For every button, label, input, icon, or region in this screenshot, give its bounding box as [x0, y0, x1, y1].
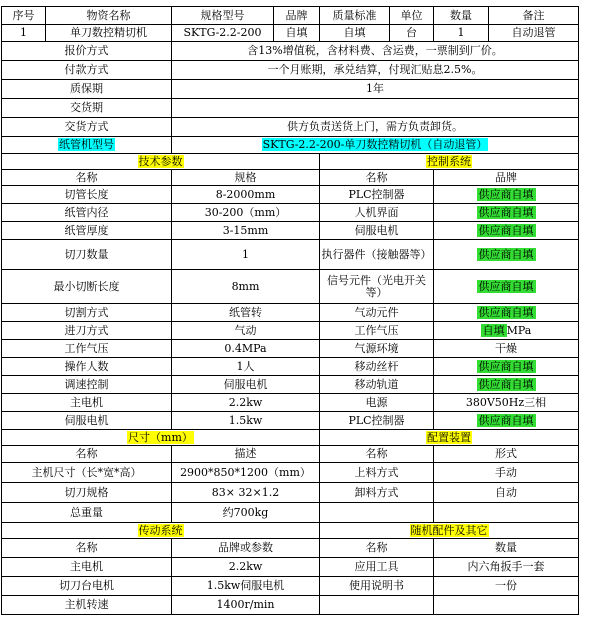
drive-row	[2, 596, 579, 615]
term-row	[2, 80, 579, 99]
spec-row	[2, 358, 579, 376]
tech-col-name: 名称	[2, 170, 172, 186]
control-brand: 380V50Hz三相	[434, 394, 579, 412]
accessory-qty	[434, 596, 579, 615]
drive-row	[2, 558, 579, 577]
drive-param: 2.2kw	[172, 558, 320, 577]
size-desc: 约700kg	[172, 503, 320, 523]
spec-row	[2, 304, 579, 322]
size-row	[2, 483, 579, 503]
subheader-row	[2, 539, 579, 558]
drive-name: 切刀台电机	[2, 577, 172, 596]
term-value	[172, 99, 579, 118]
control-name: 移动轨道	[320, 376, 434, 394]
config-col-form: 形式	[434, 446, 579, 463]
item-note: 自动退管	[489, 25, 579, 42]
spec-row	[2, 322, 579, 340]
accessory-qty: 一份	[434, 577, 579, 596]
term-row	[2, 118, 579, 137]
size-desc: 2900*850*1200（mm）	[172, 463, 320, 483]
tech-name: 主电机	[2, 394, 172, 412]
control-brand: 供应商自填	[434, 376, 579, 394]
term-value: 供方负责送货上门，需方负责卸货。	[172, 118, 579, 137]
term-value: 含13%增值税，含材料费、含运费，一票制到厂价。	[172, 42, 579, 61]
control-name: 执行器件（接触器等）	[320, 240, 434, 270]
term-label: 交货期	[2, 99, 172, 118]
control-brand: 供应商自填	[434, 304, 579, 322]
control-brand: 供应商自填	[434, 270, 579, 304]
item-row	[2, 25, 579, 42]
tech-spec: 伺服电机	[172, 376, 320, 394]
control-brand: 供应商自填	[434, 222, 579, 240]
tech-title: 技术参数	[2, 154, 320, 170]
subheader-row	[2, 446, 579, 463]
item-qty: 1	[434, 25, 489, 42]
control-name: 气源环境	[320, 340, 434, 358]
tech-name: 进刀方式	[2, 322, 172, 340]
control-name: 电源	[320, 394, 434, 412]
tech-name: 纸管厚度	[2, 222, 172, 240]
term-label: 交货方式	[2, 118, 172, 137]
spec-row	[2, 270, 579, 304]
size-name: 总重量	[2, 503, 172, 523]
section-title-row	[2, 154, 579, 170]
tech-spec: 8-2000mm	[172, 186, 320, 204]
control-brand: 供应商自填	[434, 186, 579, 204]
header-col-no: 序号	[2, 7, 46, 25]
control-name: 伺服电机	[320, 222, 434, 240]
tech-name: 调速控制	[2, 376, 172, 394]
section-title-row	[2, 430, 579, 446]
tech-name: 纸管内径	[2, 204, 172, 222]
control-brand: 供应商自填	[434, 240, 579, 270]
size-desc: 83× 32×1.2	[172, 483, 320, 503]
tech-name: 最小切断长度	[2, 270, 172, 304]
tech-spec: 1.5kw	[172, 412, 320, 430]
model-value: SKTG-2.2-200-单刀数控精切机（自动退管）	[172, 137, 579, 154]
item-brand: 自填	[274, 25, 320, 42]
header-col-model: 规格型号	[172, 7, 274, 25]
size-col-desc: 描述	[172, 446, 320, 463]
spec-row	[2, 376, 579, 394]
item-model: SKTG-2.2-200	[172, 25, 274, 42]
tech-name: 工作气压	[2, 340, 172, 358]
config-name	[320, 503, 434, 523]
tech-spec: 1人	[172, 358, 320, 376]
size-row	[2, 463, 579, 483]
tech-spec: 0.4MPa	[172, 340, 320, 358]
accessory-col-qty: 数量	[434, 539, 579, 558]
config-col-name: 名称	[320, 446, 434, 463]
control-name: 工作气压	[320, 322, 434, 340]
size-title: 尺寸（mm）	[2, 430, 320, 446]
control-col-name: 名称	[320, 170, 434, 186]
drive-name: 主电机	[2, 558, 172, 577]
tech-spec: 30-200（mm）	[172, 204, 320, 222]
term-row	[2, 99, 579, 118]
term-value: 1年	[172, 80, 579, 99]
drive-title: 传动系统	[2, 523, 320, 539]
header-col-brand: 品牌	[274, 7, 320, 25]
model-label: 纸管机型号	[2, 137, 172, 154]
control-col-brand: 品牌	[434, 170, 579, 186]
header-col-quality: 质量标准	[320, 7, 390, 25]
accessory-name: 使用说明书	[320, 577, 434, 596]
config-name: 上料方式	[320, 463, 434, 483]
term-label: 付款方式	[2, 61, 172, 80]
control-brand: 干燥	[434, 340, 579, 358]
quotation-table	[1, 6, 579, 615]
control-brand: 供应商自填	[434, 412, 579, 430]
term-value: 一个月账期，承兑结算，付现汇贴息2.5%。	[172, 61, 579, 80]
spec-row	[2, 340, 579, 358]
header-col-name: 物资名称	[46, 7, 172, 25]
term-label: 报价方式	[2, 42, 172, 61]
spec-row	[2, 222, 579, 240]
model-row	[2, 137, 579, 154]
tech-name: 切刀数量	[2, 240, 172, 270]
control-brand: 供应商自填	[434, 204, 579, 222]
header-col-unit: 单位	[390, 7, 434, 25]
tech-spec: 纸管转	[172, 304, 320, 322]
header-col-qty: 数量	[434, 7, 489, 25]
item-quality: 自填	[320, 25, 390, 42]
size-row	[2, 503, 579, 523]
control-name: 气动元件	[320, 304, 434, 322]
config-name: 卸料方式	[320, 483, 434, 503]
term-row	[2, 61, 579, 80]
subheader-row	[2, 170, 579, 186]
size-name: 主机尺寸（长*宽*高）	[2, 463, 172, 483]
size-name: 切刀规格	[2, 483, 172, 503]
tech-spec: 气动	[172, 322, 320, 340]
item-name: 单刀数控精切机	[46, 25, 172, 42]
tech-spec: 1	[172, 240, 320, 270]
spec-row	[2, 394, 579, 412]
tech-spec: 8mm	[172, 270, 320, 304]
tech-name: 切管长度	[2, 186, 172, 204]
tech-name: 伺服电机	[2, 412, 172, 430]
tech-name: 切割方式	[2, 304, 172, 322]
drive-col-param: 品牌或参数	[172, 539, 320, 558]
drive-row	[2, 577, 579, 596]
header-col-note: 备注	[489, 7, 579, 25]
section-title-row	[2, 523, 579, 539]
control-name: PLC控制器	[320, 186, 434, 204]
tech-spec: 2.2kw	[172, 394, 320, 412]
drive-param: 1.5kw伺服电机	[172, 577, 320, 596]
drive-name: 主机转速	[2, 596, 172, 615]
item-no: 1	[2, 25, 46, 42]
control-name: 人机界面	[320, 204, 434, 222]
term-row	[2, 42, 579, 61]
spec-row	[2, 186, 579, 204]
header-row	[2, 7, 579, 25]
config-title: 配置装置	[320, 430, 579, 446]
control-name: PLC控制器	[320, 412, 434, 430]
config-form	[434, 503, 579, 523]
control-name: 信号元件（光电开关等）	[320, 270, 434, 304]
accessory-name	[320, 596, 434, 615]
spec-row	[2, 204, 579, 222]
tech-name: 操作人数	[2, 358, 172, 376]
accessory-title: 随机配件及其它	[320, 523, 579, 539]
config-form: 手动	[434, 463, 579, 483]
config-form: 自动	[434, 483, 579, 503]
drive-col-name: 名称	[2, 539, 172, 558]
item-unit: 台	[390, 25, 434, 42]
control-brand: 自填 MPa	[434, 322, 579, 340]
spec-row	[2, 240, 579, 270]
size-col-name: 名称	[2, 446, 172, 463]
term-label: 质保期	[2, 80, 172, 99]
drive-param: 1400r/min	[172, 596, 320, 615]
accessory-qty: 内六角扳手一套	[434, 558, 579, 577]
accessory-col-name: 名称	[320, 539, 434, 558]
tech-spec: 3-15mm	[172, 222, 320, 240]
accessory-name: 应用工具	[320, 558, 434, 577]
control-name: 移动丝杆	[320, 358, 434, 376]
tech-col-spec: 规格	[172, 170, 320, 186]
control-title: 控制系统	[320, 154, 579, 170]
control-brand: 供应商自填	[434, 358, 579, 376]
spec-row	[2, 412, 579, 430]
